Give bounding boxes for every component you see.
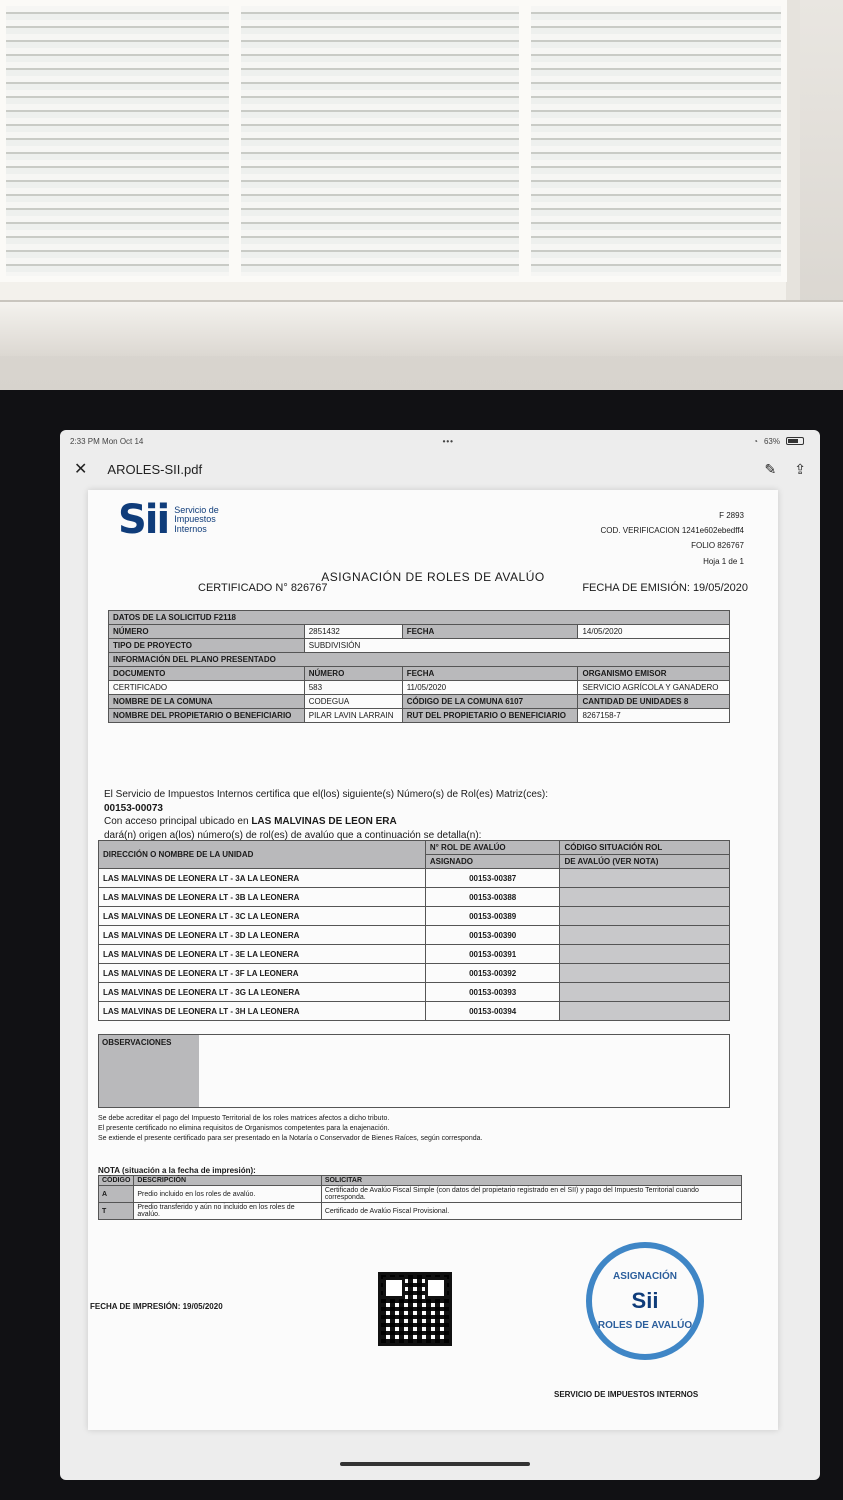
nota-code: A — [99, 1186, 134, 1203]
issue-date: FECHA DE EMISIÓN: 19/05/2020 — [582, 582, 748, 594]
unit-rol: 00153-00390 — [425, 926, 560, 945]
rut-value: 8267158-7 — [578, 709, 730, 723]
unit-rol: 00153-00391 — [425, 945, 560, 964]
fecha-value: 14/05/2020 — [578, 625, 730, 639]
wifi-icon: ◔ — [753, 436, 758, 446]
sii-logo — [118, 497, 219, 543]
home-indicator[interactable] — [340, 1462, 530, 1466]
comuna-value: CODEGUA — [304, 695, 402, 709]
logo-line-1: Servicio de — [174, 504, 219, 515]
line-2-prefix: Con acceso principal ubicado en — [104, 816, 249, 827]
line-2-place: LAS MALVINAS DE LEON ERA — [251, 816, 397, 827]
seal-logo: Sii — [631, 1288, 659, 1313]
cantidad-label — [578, 695, 730, 709]
doc-numero: 583 — [304, 681, 402, 695]
header-meta — [601, 508, 744, 569]
unit-situacion — [560, 907, 730, 926]
nota-col-solicitar: SOLICITAR — [321, 1176, 741, 1186]
nota-code: T — [99, 1203, 134, 1220]
col-sit-sub: DE AVALÚO (VER NOTA) — [560, 855, 730, 869]
numero-value: 2851432 — [304, 625, 402, 639]
note-line: El presente certificado no elimina requisitos de Organismos competentes para la enajenación. — [98, 1124, 390, 1132]
seal-top-text: ASIGNACIÓN — [613, 1271, 677, 1282]
document-title: AROLES-SII.pdf — [107, 461, 203, 477]
unit-address: LAS MALVINAS DE LEONERA LT - 3B LA LEONERA — [99, 888, 426, 907]
certificate-number: CERTIFICADO N° 826767 — [198, 582, 328, 594]
table-row — [99, 907, 730, 926]
nota-section — [98, 1166, 742, 1220]
window-blind-left — [0, 0, 235, 282]
tipo-label: TIPO DE PROYECTO — [109, 639, 305, 653]
status-bar — [60, 430, 820, 452]
nota-col-descripcion: DESCRIPCIÓN — [134, 1176, 321, 1186]
solicitud-section-title: DATOS DE LA SOLICITUD F2118 — [109, 611, 730, 625]
battery-percent: 63% — [763, 436, 780, 446]
verification-code: COD. VERIFICACION 1241e602ebedff4 — [600, 526, 744, 536]
unit-situacion — [560, 869, 730, 888]
certification-text — [104, 788, 744, 842]
nota-table — [98, 1175, 742, 1220]
table-row — [99, 869, 730, 888]
unit-address: LAS MALVINAS DE LEONERA LT - 3D LA LEONERA — [99, 926, 426, 945]
sheet-number: Hoja 1 de 1 — [703, 556, 744, 566]
table-row — [99, 1002, 730, 1021]
fecha-label: FECHA — [402, 625, 578, 639]
doc-organismo: SERVICIO AGRÍCOLA Y GANADERO — [578, 681, 730, 695]
rut-label: RUT DEL PROPIETARIO O BENEFICIARIO — [402, 709, 578, 723]
nota-desc: Predio transferido y aún no incluido en los roles de avalúo. — [134, 1203, 321, 1220]
close-icon[interactable]: ✕ — [74, 461, 88, 478]
battery-icon — [786, 437, 804, 445]
multitask-dots-icon[interactable]: ••• — [442, 436, 454, 446]
unit-rol: 00153-00388 — [425, 888, 560, 907]
window-blind-right — [525, 0, 787, 282]
background-room — [0, 0, 843, 390]
unit-address: LAS MALVINAS DE LEONERA LT - 3C LA LEONERA — [99, 907, 426, 926]
col-sit: CÓDIGO SITUACIÓN ROL — [560, 841, 730, 855]
window-blind-middle — [235, 0, 525, 282]
status-time: 2:33 PM — [70, 436, 100, 446]
status-time-date — [70, 437, 143, 446]
unit-address: LAS MALVINAS DE LEONERA LT - 3G LA LEONERA — [99, 983, 426, 1002]
cantidad-label-text: CANTIDAD DE UNIDADES — [582, 697, 682, 706]
status-date: Mon Oct 14 — [102, 436, 144, 446]
rol-matriz: 00153-00073 — [104, 802, 163, 814]
sii-logo-mark: Sii — [118, 497, 169, 543]
table-row — [99, 945, 730, 964]
doc-fecha: 11/05/2020 — [402, 681, 578, 695]
unit-address: LAS MALVINAS DE LEONERA LT - 3E LA LEONERA — [99, 945, 426, 964]
sii-logo-text — [174, 506, 219, 534]
col-fecha: FECHA — [402, 667, 578, 681]
certification-line-3: dará(n) origen a(los) número(s) de rol(es) de avalúo que a continuación se detalla(n): — [104, 829, 482, 841]
doc-title: ASIGNACIÓN DE ROLES DE AVALÚO — [321, 570, 545, 584]
logo-line-3: Internos — [174, 523, 207, 534]
pdf-page — [88, 490, 778, 1430]
unit-situacion — [560, 1002, 730, 1021]
numero-label: NÚMERO — [109, 625, 305, 639]
col-numero: NÚMERO — [304, 667, 402, 681]
propietario-value: PILAR LAVIN LARRAIN — [304, 709, 402, 723]
table-row — [99, 964, 730, 983]
solicitud-table — [108, 610, 730, 723]
col-organismo: ORGANISMO EMISOR — [578, 667, 730, 681]
codigo-comuna-value: 6107 — [505, 697, 524, 706]
plano-title: INFORMACIÓN DEL PLANO PRESENTADO — [109, 653, 730, 667]
pdf-navbar — [60, 452, 820, 486]
folio: FOLIO 826767 — [691, 541, 744, 551]
unit-address: LAS MALVINAS DE LEONERA LT - 3F LA LEONERA — [99, 964, 426, 983]
footer-institution: SERVICIO DE IMPUESTOS INTERNOS — [554, 1390, 699, 1399]
nota-title: NOTA (situación a la fecha de impresión): — [98, 1166, 256, 1175]
print-date: FECHA DE IMPRESIÓN: 19/05/2020 — [90, 1302, 223, 1311]
cantidad-value: 8 — [683, 697, 689, 706]
propietario-label: NOMBRE DEL PROPIETARIO O BENEFICIARIO — [109, 709, 305, 723]
unit-rol: 00153-00393 — [425, 983, 560, 1002]
col-rol: N° ROL DE AVALÚO — [425, 841, 560, 855]
observaciones-area — [199, 1035, 729, 1107]
col-documento: DOCUMENTO — [109, 667, 305, 681]
certificate-line — [198, 582, 748, 594]
unit-situacion — [560, 945, 730, 964]
table-row — [99, 888, 730, 907]
note-line: Se extiende el presente certificado para ser presentado en la Notaría o Conservador de Bienes Raíces, según corresponda. — [98, 1134, 483, 1142]
certification-line-2 — [104, 815, 744, 829]
unit-address: LAS MALVINAS DE LEONERA LT - 3A LA LEONERA — [99, 869, 426, 888]
observaciones-box — [98, 1034, 730, 1108]
tablet-device — [0, 390, 843, 1500]
codigo-comuna-label — [402, 695, 578, 709]
certification-line-1: El Servicio de Impuestos Internos certifica que el(los) siguiente(s) Número(s) de Rol(es) Matriz(ces): — [104, 789, 549, 800]
roles-table-body — [99, 869, 730, 1021]
share-icon[interactable]: ⇪ — [794, 460, 806, 477]
nav-actions — [765, 461, 806, 478]
table-row — [99, 983, 730, 1002]
nota-desc: Predio incluido en los roles de avalúo. — [134, 1186, 321, 1203]
col-direccion: DIRECCIÓN O NOMBRE DE LA UNIDAD — [99, 841, 426, 869]
markup-icon[interactable]: ✎ — [764, 460, 777, 477]
unit-situacion — [560, 964, 730, 983]
legal-notes — [98, 1114, 738, 1143]
nota-solicitar: Certificado de Avalúo Fiscal Simple (con datos del propietario registrado en el SII) y pago del Impuesto Territorial cuando corresponda. — [321, 1186, 741, 1203]
window-sill — [0, 300, 843, 356]
logo-line-2: Impuestos — [174, 514, 216, 525]
unit-rol: 00153-00392 — [425, 964, 560, 983]
roles-table — [98, 840, 730, 1021]
seal-stamp — [586, 1242, 704, 1360]
codigo-comuna-label-text: CÓDIGO DE LA COMUNA — [406, 697, 503, 706]
note-line: Se debe acreditar el pago del Impuesto Territorial de los roles matrices afectos a dicho tributo. — [98, 1115, 390, 1122]
col-rol-sub: ASIGNADO — [425, 855, 560, 869]
seal-bottom-text: ROLES DE AVALÚO — [597, 1320, 693, 1331]
table-row — [99, 926, 730, 945]
unit-rol: 00153-00394 — [425, 1002, 560, 1021]
unit-address: LAS MALVINAS DE LEONERA LT - 3H LA LEONERA — [99, 1002, 426, 1021]
form-number: F 2893 — [719, 511, 744, 520]
nota-col-codigo: CÓDIGO — [99, 1176, 134, 1186]
doc-value: CERTIFICADO — [109, 681, 305, 695]
observaciones-label: OBSERVACIONES — [99, 1035, 199, 1107]
unit-situacion — [560, 926, 730, 945]
unit-rol: 00153-00387 — [425, 869, 560, 888]
status-indicators — [753, 437, 804, 446]
tipo-value: SUBDIVISIÓN — [304, 639, 729, 653]
nota-solicitar: Certificado de Avalúo Fiscal Provisional. — [321, 1203, 741, 1220]
tablet-screen — [60, 430, 820, 1480]
unit-situacion — [560, 983, 730, 1002]
unit-rol: 00153-00389 — [425, 907, 560, 926]
qr-code-icon — [378, 1272, 452, 1346]
unit-situacion — [560, 888, 730, 907]
window-frame — [0, 0, 800, 300]
comuna-label: NOMBRE DE LA COMUNA — [109, 695, 305, 709]
